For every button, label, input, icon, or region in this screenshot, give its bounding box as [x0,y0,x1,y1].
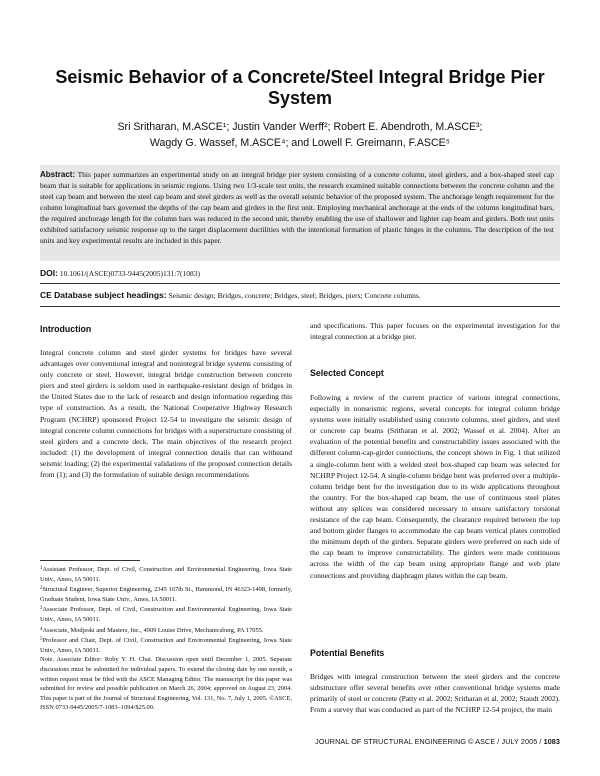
divider-2 [40,306,560,307]
footnote-1: $^1$Assistant Professor, Dept. of Civil, Construction and Environmental Engineering, Iowa State Univ., Ames, IA 50011. [40,566,292,583]
author-line-2: Wagdy G. Wassef, M.ASCE⁴; and Lowell F. Greimann, F.ASCE⁵ [149,137,451,149]
abstract-box [40,165,560,261]
introduction-body [40,347,292,480]
introduction-paragraph: Integral concrete column and steel girder systems for bridges have several advantages over conventional integral and nonintegral bridge systems consisting of only concrete or steel. However, integral bridge construction between concrete piers and steel girders is seldom used in earthquake-resistant design of bridges in the United States due to the lack of research and design information regarding this type of construction. As a result, the National Cooperative Highway Research Program (NCHRP) sponsored Project 12-54 to investigate the seismic design of integral concrete column connections for bridges with a superstructure consisting of steel girders and a concrete deck. The main objectives of the research project included: (1) the development of integral connection details that can withstand seismic loading; (2) the experimental validations of the proposed connection details from (1); and (3) the formulation of suitable design recommendations [40,348,293,480]
subject-headings-label: CE Database subject headings: [40,290,167,300]
divider-1 [40,283,560,284]
doi-value[interactable]: 10.1061/(ASCE)0733-9445(2005)131:7(1083) [59,269,201,278]
subject-headings [40,290,560,300]
selected-concept-paragraph: Following a review of the current practice of various integral connections, especially in nonseismic regions, several concepts for integral column bridge systems were initially established using concrete columns, steel girders, and steel or concrete cap beams (Sritharan et al. 2002; Wassef et al. 2004). After an evaluation of the potential benefits and constructability issues associated with the different column-cap-girder connections, the concept shown in Fig. 1 that utilized a single-column bent with a welded steel box-shaped cap beam was selected for NCHRP Project 12-54. A single-column bridge bent was preferred over a multiple-column bridge bent for the investigation due to its wide applications throughout the country. For the box-shaped cap beam, the use of continuous steel plates without any splices was considered necessary to ensure satisfactory torsional resistance of the cap beam. Consequently, the clearance required between the top and bottom girder flanges to accommodate the cap beam vertical plates controlled the minimum depth of the girders. Separate girders were preferred on each side of the cap beam to improve constructability. The girders were made continuous across the width of the cap beam using appropriate flange and web plate connections and providing diaphragm plates within the cap beam. [310,393,560,580]
potential-benefits-body [310,671,560,715]
introduction-heading: Introduction [40,324,92,334]
footnote-4: $^4$Associate, Modjeski and Masters, Inc., 4909 Louise Drive, Mechanicsburg, PA 17055. [40,626,264,634]
editorial-note: Note. Associate Editor: Roby Y. H. Chai. Discussion open until December 1, 2005. Separate discussions must be submitted for individual papers. To extend the closing date by one month, a written request must be filed with the ASCE Managing Editor. The manuscript for this paper was submitted for review and possible publication on March 26, 2004; approved on August 23, 2004. This paper is part of the Journal of Structural Engineering, Vol. 131, No. 7, July 1, 2005. ©ASCE, ISSN 0733-9445/2005/7-1083–1094/$25.00. [40,656,292,712]
author-list [40,119,560,151]
footnotes [40,564,292,713]
abstract-text: This paper summarizes an experimental study on an integral bridge pier system consisting of a concrete column, steel girders, and a box-shaped steel cap beam that is suitable for applications in seismic regions. Using two 1/3-scale test units, the research examined suitable connections between the concrete column and the steel cap beam and between the steel cap beam and steel girders as well as the overall seismic behavior of the proposed system. The anchorage length requirement for the column longitudinal bars governed the depths of the cap beam and girders in the first unit. Employing mechanical anchorage at the ends of the column longitudinal bars, the required anchorage length for the column bars was reduced in the second unit, thereby enabling the use of shallower and lighter cap beam and girders. Both test units exhibited satisfactory seismic response up to the target displacement ductilities with the intentional formation of plastic hinges in the columns. The description of the test units and key experimental results are included in this paper. [40,170,554,245]
abstract [40,169,554,246]
doi-line [40,268,560,278]
selected-concept-body [310,392,560,581]
continued-paragraph: and specifications. This paper focuses on the experimental investigation for the integral connection at a bridge pier. [310,321,560,342]
paper-title: Seismic Behavior of a Concrete/Steel Integral Bridge Pier System [55,67,545,108]
author-line-1: Sri Sritharan, M.ASCE¹; Justin Vander Werff²; Robert E. Abendroth, M.ASCE³; [117,121,483,133]
abstract-label: Abstract: [40,170,76,179]
footnote-3: $^3$Associate Professor, Dept. of Civil, Construction and Environmental Engineering, Iowa State Univ., Ames, IA 50011. [40,606,292,623]
page-footer [315,737,560,746]
subject-headings-value: Seismic design; Bridges, concrete; Bridges, steel; Bridges, piers; Concrete columns. [168,291,421,300]
right-column-intro [310,320,560,342]
footnote-separator [40,560,140,561]
footnote-2: $^2$Structural Engineer, Superior Engineering, 2345 167th St., Hammond, IN 46323-1498, formerly, Graduate Student, Iowa State Univ., Ames, IA 50011. [40,586,292,603]
selected-concept-heading: Selected Concept [310,368,384,378]
page-number: 1083 [543,737,560,746]
journal-footer: JOURNAL OF STRUCTURAL ENGINEERING © ASCE / JULY 2005 / [315,737,542,746]
potential-benefits-paragraph: Bridges with integral construction between the steel girders and the concrete substructure offer several benefits over other conventional bridge systems made primarily of steel or concrete (Patty et al. 2002; Sritharan et al. 2002; Staudt 2002). From a survey that was conducted as part of the NCHRP 12-54 project, the main [310,672,560,715]
footnote-5: $^5$Professor and Chair, Dept. of Civil, Construction and Environmental Engineering, Iowa State Univ., Ames, IA 50011. [40,637,292,654]
potential-benefits-heading: Potential Benefits [310,648,385,658]
doi-label: DOI: [40,268,58,278]
